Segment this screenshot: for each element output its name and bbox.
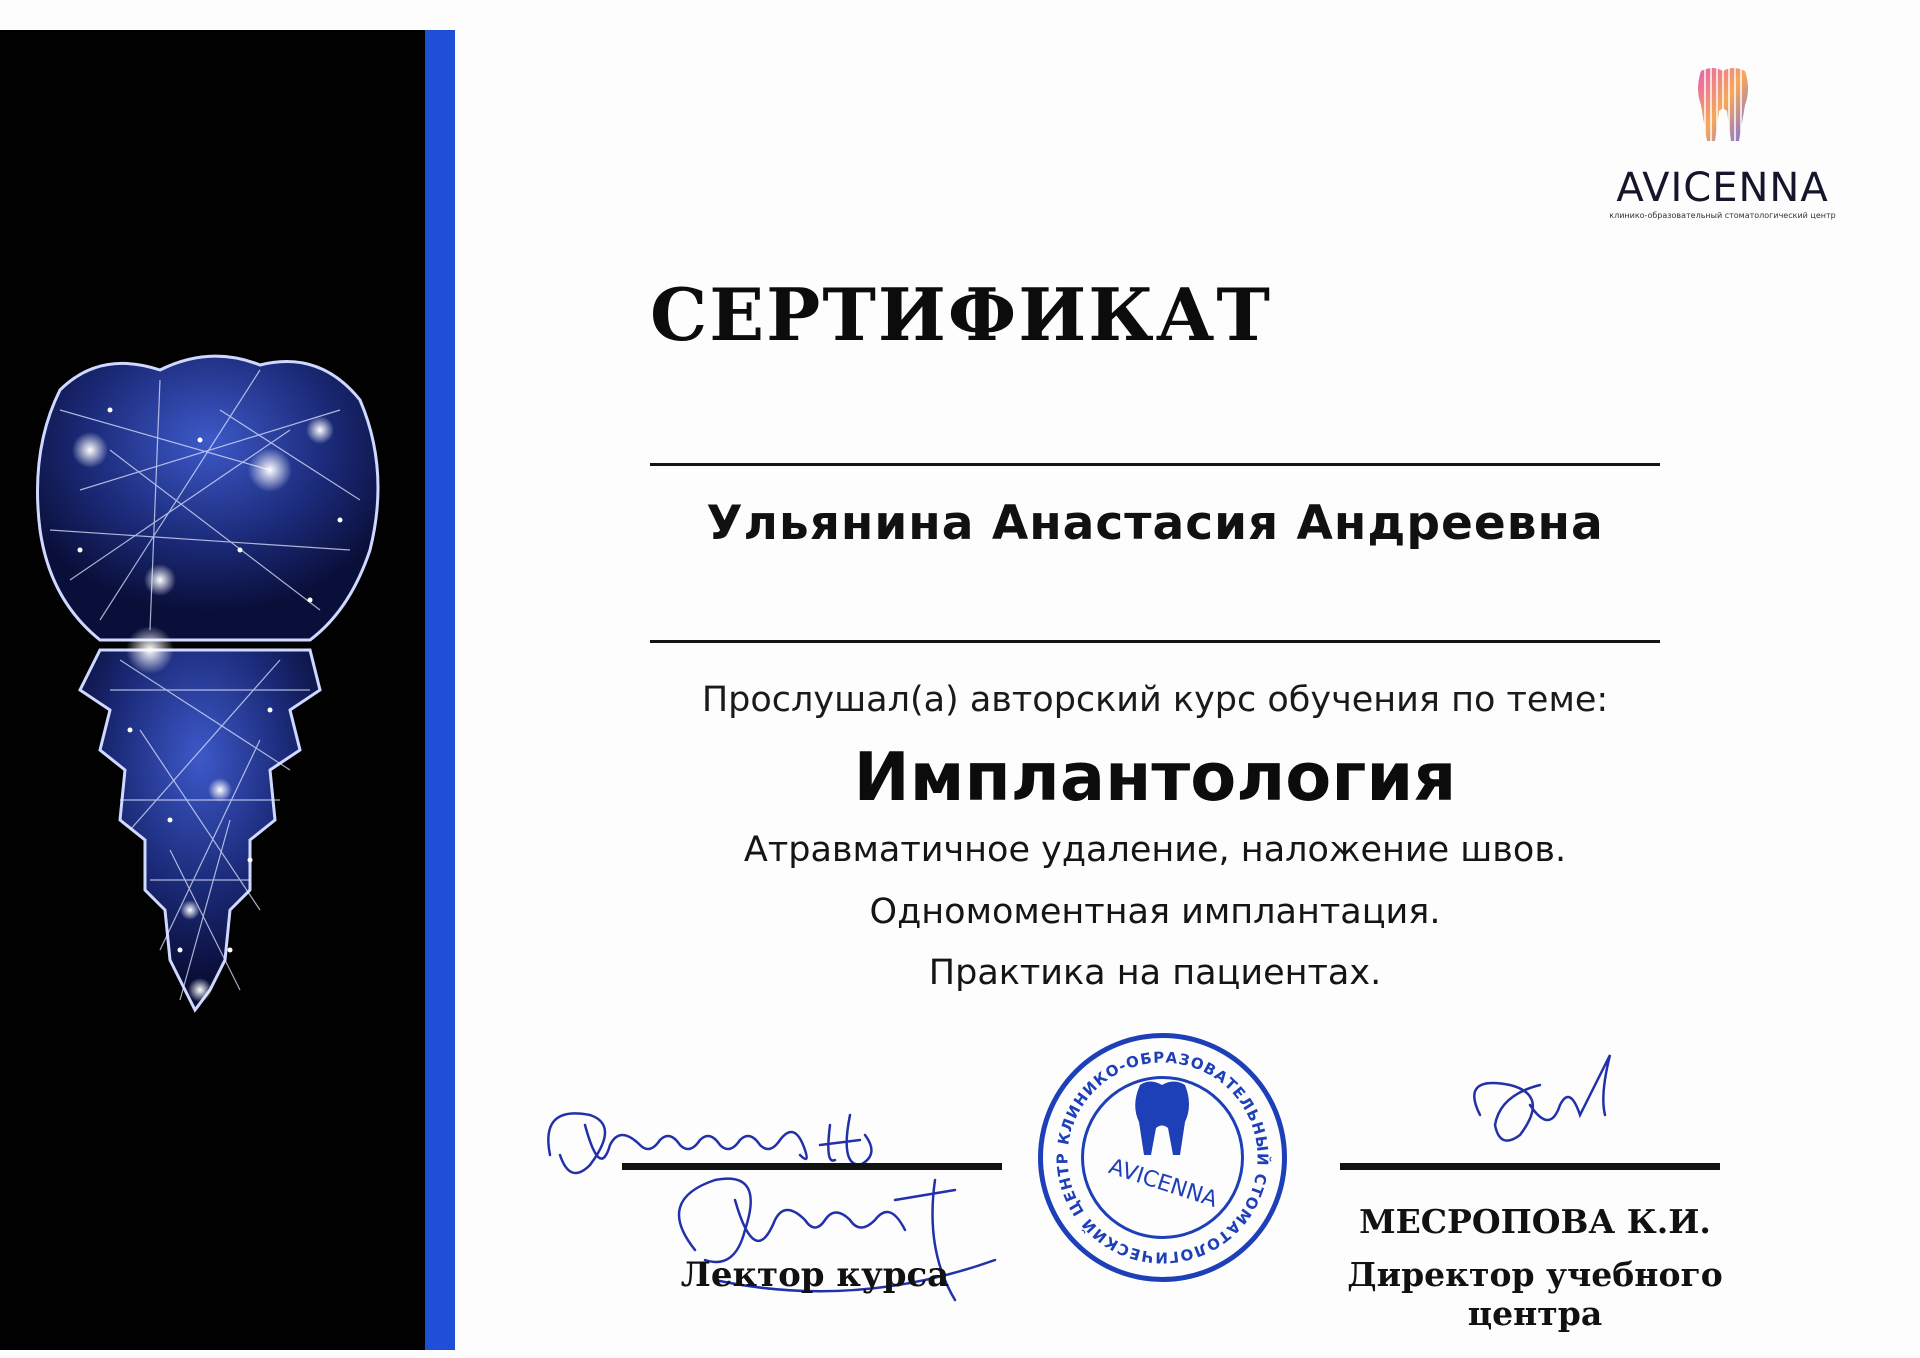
- certificate-title: СЕРТИФИКАТ: [650, 272, 1272, 357]
- logo-subtitle: клинико-образовательный стоматологический центр: [1609, 211, 1836, 220]
- implant-body: [80, 650, 320, 1010]
- divider-bottom: [650, 640, 1660, 643]
- stamp-center-text: AVICENNA: [1105, 1154, 1221, 1213]
- course-intro: Прослушал(а) авторский курс обучения по теме:: [701, 680, 1609, 720]
- director-signature: [1460, 1035, 1620, 1155]
- dental-implant-illustration: [20, 350, 400, 1110]
- course-title: Имплантология: [853, 738, 1457, 816]
- decorative-dark-panel: [0, 30, 425, 1350]
- stamp-tooth-icon: [1135, 1082, 1189, 1156]
- director-title: Директор учебного центра: [1347, 1255, 1723, 1333]
- director-name: МЕСРОПОВА К.И.: [1359, 1202, 1711, 1241]
- lecturer-label: Лектор курса: [680, 1255, 950, 1295]
- avicenna-logo: [1600, 65, 1845, 225]
- course-topic: Одномоментная имплантация.: [869, 892, 1441, 932]
- stamp-ring-text: КЛИНИКО-ОБРАЗОВАТЕЛЬНЫЙ СТОМАТОЛОГИЧЕСКИЙ ЦЕНТР: [1053, 1048, 1272, 1267]
- course-topic: Атравматичное удаление, наложение швов.: [743, 830, 1567, 870]
- lecturer-signature-line: [622, 1163, 1002, 1170]
- svg-text:КЛИНИКО-ОБРАЗОВАТЕЛЬНЫЙ СТОМАТ: [1053, 1048, 1272, 1266]
- tooth-logo-icon: [1695, 65, 1751, 145]
- divider-top: [650, 463, 1660, 466]
- director-signature-line: [1340, 1163, 1720, 1170]
- recipient-name: Ульянина Анастасия Андреевна: [706, 496, 1604, 551]
- avicenna-stamp: [1035, 1030, 1290, 1285]
- course-topic: Практика на пациентах.: [928, 953, 1382, 993]
- logo-brand-name: AVICENNA: [1616, 165, 1829, 211]
- tooth-crown: [38, 356, 379, 640]
- decorative-blue-stripe: [425, 30, 455, 1350]
